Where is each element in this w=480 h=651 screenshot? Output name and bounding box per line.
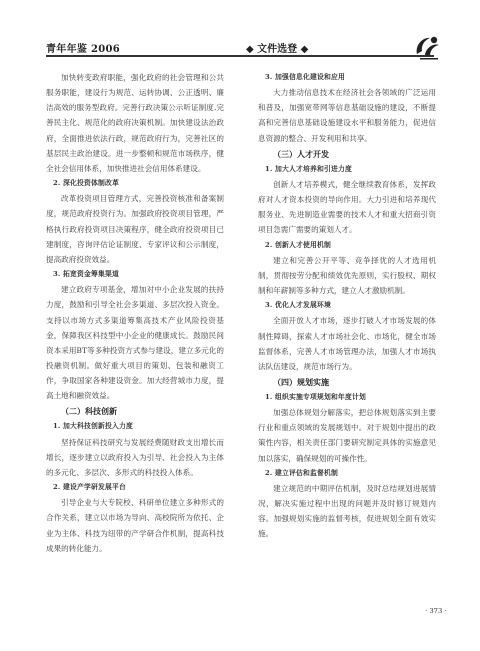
body-paragraph: 加快转变政府职能，强化政府的社会管理和公共服务职能，建设行为规范、运转协调、公正透明、廉洁高效的服务型政府。完善行政决策公示听证制度.完善民主化、规范化的政府决策机制。加快建设法治政府，全面推进依法行政，规范政府行为，完善社区的基层民主政治建设。进一步整顿和规范市场秩序，健全社会信用体系，加快推进社会信用体系建设。	[46, 73, 224, 173]
subsection-heading: 3. 加强信息化建设和应用	[265, 73, 346, 81]
subsection-heading: 2. 建立评估和监督机制	[265, 468, 339, 477]
subsection-heading: 3. 拓宽资金筹集渠道	[53, 270, 120, 279]
header-rule	[46, 55, 434, 57]
page-number: · 373 ·	[425, 607, 447, 615]
subsection-heading: 3. 优化人才发展环境	[265, 301, 332, 310]
subsection-heading: 2. 深化投资体制改革	[53, 179, 120, 188]
section-heading: （三）人才开发	[273, 148, 329, 159]
body-paragraph: 引导企业与大专院校、科研单位建立多种形式的合作关系，建立以市场为导向、高校院所为依托、企业为主体、科技为纽带的产学研合作机制，提高科技成果的转化能力。	[46, 498, 224, 553]
subsection-heading: 1. 组织实施专项规划和年度计划	[265, 392, 367, 401]
body-paragraph: 建立规范的中期评估机制，及时总结规划进展情况，解决实施过程中出现的问题并及时修订规划内容。加强规划实施的监督考核，促进规划全面有效实施。	[258, 483, 436, 539]
subsection-heading: 1. 加大科技创新投入力度	[53, 422, 134, 431]
section-title: ◆ 文件选登 ◆	[246, 44, 309, 55]
left-column	[46, 70, 224, 556]
body-paragraph: 改革投资项目管理方式，完善投资核准和备案制度，规范政府投资行为。加强政府投资项目管理，严格执行政府投资项目决策程序，健全政府投资项目已建制度，咨询评估论证制度、专家评议和公示制度，提高政府投资效益。	[46, 194, 224, 264]
body-paragraph: 加强总体规划分解落实，把总体规划落实到主要行业和重点领域的发展规划中。对于规划中提出的政策性内容，相关责任部门要研究制定具体的实施意见加以落实，确保规划的可操作性。	[258, 408, 436, 463]
page-header	[46, 34, 434, 58]
section-heading: （二）科技创新	[61, 406, 117, 417]
yearbook-title: 青年年鉴 2006	[46, 44, 121, 55]
body-paragraph: 建立政府专项基金，增加对中小企业发展的扶持力度，鼓励和引导全社会多渠道、多层次投入资金。支持以市场方式多渠道筹集高技术产业风险投资基金，保障我区科技型中小企业的健康成长。鼓励民间资本采用BT等多种投资方式参与建设，建立多元化的投融资机制。做好重大项目的策划、包装和融资工作，争取国家各种建设资金。加大经营城市力度，提高土地和融资效益。	[46, 285, 224, 401]
right-column	[258, 70, 436, 542]
yearbook-logo-icon	[412, 32, 442, 62]
body-paragraph: 创新人才培养模式，健全继续教育体系，发挥政府对人才资本投资的导向作用。大力引进和培养现代服务业、先进制造业需要的技术人才和重大招商引资项目急需广需要的策划人才。	[258, 179, 436, 235]
body-paragraph: 全面开放人才市场，逐步打破人才市场发展的体制性障碍，探索人才市场社会化、市场化，健全市场监督体系，完善人才市场管理办法，加强人才市场执法队伍建设，规范市场行为。	[258, 316, 436, 371]
subsection-heading: 2. 建设产学研发展平台	[53, 483, 127, 492]
body-paragraph: 建立和完善公开平等、竞争择优的人才选用机制，贯彻按劳分配和绩效优先原则，实行股权、期权制和年薪制等多种方式，建立人才激励机制。	[258, 255, 436, 296]
body-paragraph: 大力推动信息技术在经济社会各领域的广泛运用和普及，加强宽带网等信息基础设施的建设，不断提高和完善信息基础设施建设水平和服务能力，促进信息资源的整合、开发利用和共享。	[258, 88, 436, 143]
subsection-heading: 2. 创新人才使用机制	[265, 240, 332, 249]
section-heading: （四）规划实施	[273, 376, 329, 387]
subsection-heading: 1. 加大人才培养和引进力度	[265, 164, 353, 173]
body-paragraph: 坚持保证科技研究与发展经费随财政支出增长而增长，逐步建立以政府投入为引导、社会投入为主体的多元化、多层次、多形式的科技投入体系。	[46, 437, 224, 477]
